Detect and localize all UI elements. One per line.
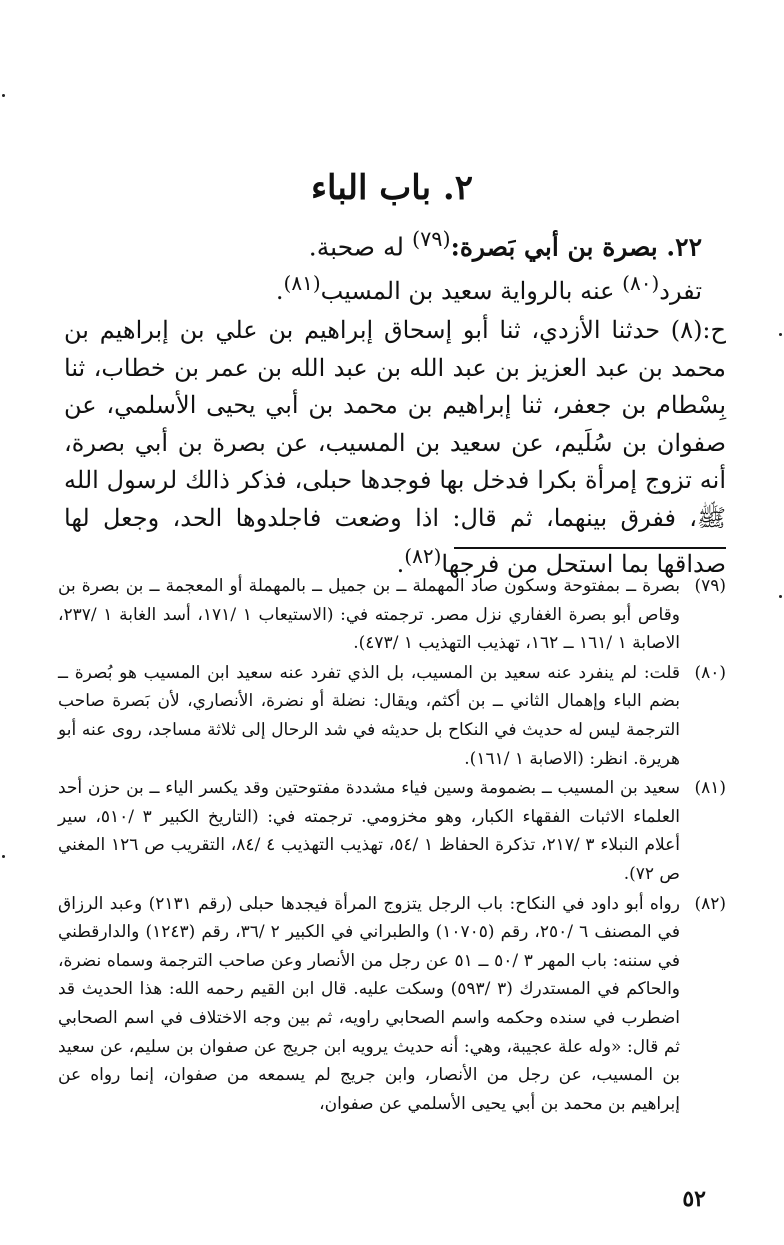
- hadith-text: ح:(٨) حدثنا الأزدي، ثنا أبو إسحاق إبراهيم بن علي بن إبراهيم بن محمد بن عبد العزيز بن عبد الله بن عبد الله بن عمر بن خطاب، ثنا بِسْطام بن جعفر، ثنا إبراهيم بن محمد بن أبي يحيى الأسلمي، عن صفوان بن سُلَيم، عن سعيد بن المسيب، عن بصرة بن أبي بصرة، أنه تزوج إمرأة بكرا فدخل بها فوجدها حبلى، فذكر ذالك لرسول الله ﷺ، ففرق بينهما، ثم قال: اذا وضعت فاجلدوها الحد، وجعل لها صداقها بما استحل من فرجها: [64, 316, 727, 578]
- footnote-text: بصرة ــ بمفتوحة وسكون صاد المهملة ــ بن جميل ــ بالمهملة أو المعجمة ــ بن بصرة بن وقاص أبو بصرة الغفاري نزل مصر. ترجمته في: (الاستيعاب ١ /١٧١، أسد الغابة ١ /٢٣٧، الاصابة ١ /١٦١ ــ ١٦٢، تهذيب التهذيب ١ /٤٧٣).: [58, 576, 680, 654]
- footnote-ref: (٧٩): [411, 227, 451, 251]
- footnotes-section: [58, 572, 726, 1119]
- footnote-number: (٧٩): [694, 576, 726, 596]
- footnote-number: (٨٢): [694, 893, 726, 914]
- entry-line-end: .: [275, 277, 284, 305]
- footnote-ref: (٨٠): [622, 271, 660, 295]
- entry-heading-tail: له صحبة.: [308, 232, 412, 262]
- hadith-end: .: [396, 549, 405, 578]
- footnote-item: [58, 890, 726, 1119]
- footnote-number: (٨١): [694, 778, 726, 799]
- page-number: ٥٢: [682, 1186, 706, 1212]
- footnote-ref: (٨١): [283, 271, 321, 295]
- footnote-text: قلت: لم ينفرد عنه سعيد بن المسيب، بل الذي تفرد عنه سعيد ابن المسيب هو بُصرة ــ بضم الباء وإهمال الثاني ــ بن أكثم، ويقال: نضلة أو نضرة، الأنصاري، لأن بَصرة صاحب الترجمة ليس له حديث في النكاح بل حديثه في شد الرحال إلى ثلاثة مساجد، روى عنه أبو هريرة. انظر: (الاصابة ١ /١٦١).: [58, 662, 680, 769]
- entry-line-start: تفرد: [659, 277, 702, 305]
- hadith-paragraph: [64, 312, 726, 583]
- footnote-text: رواه أبو داود في النكاح: باب الرجل يتزوج المرأة فيجدها حبلى (رقم ٢١٣١) وعبد الرزاق في المصنف ٦ /٢٥٠، رقم (١٠٧٠٥) والطبراني في الكبير ٢ /٣٦، رقم (١٢٤٣) والدارقطني في سننه: باب المهر ٣ /٥٠ ــ ٥١ عن رجل من الأنصار وعن صاحب الترجمة وسماه نضرة، والحاكم في المستدرك (٣ /٥٩٣) وسكت عليه. قال ابن القيم رحمه الله: هذا الحديث قد اضطرب في سنده وحكمه واسم الصحابي راويه، ثم بين وجه الاختلاف في اسم الصحابي ثم قال: «وله علة عجيبة، وهي: أنه حديث يرويه ابن جريج عن صفوان بن سليم، عن سعيد بن المسيب، عن رجل من الأنصار، وابن جريج لم يسمعه من صفوان، إنما رواه عن إبراهيم بن محمد بن أبي يحيى الأسلمي عن صفوان،: [58, 893, 680, 1114]
- entry-heading-name: ٢٢. بصرة بن أبي بَصرة:: [450, 232, 702, 262]
- chapter-title: ٢. باب الباء: [310, 168, 474, 208]
- footnote-number: (٨٠): [694, 662, 726, 683]
- entry-line-middle: عنه بالرواية سعيد بن المسيب: [320, 277, 623, 305]
- footnote-separator: [454, 547, 726, 549]
- footnote-item: [58, 572, 726, 658]
- entry-heading: [62, 222, 702, 264]
- scan-mark: [2, 855, 5, 858]
- footnote-item: [58, 659, 726, 773]
- scan-mark: [2, 94, 5, 97]
- scan-mark: [779, 595, 782, 598]
- footnote-ref: (٨٢): [404, 543, 442, 568]
- scan-mark: [779, 333, 782, 336]
- footnote-item: [58, 774, 726, 888]
- hadith-text-block: [64, 312, 726, 583]
- entry-narrator-line: [62, 266, 702, 308]
- footnote-text: سعيد بن المسيب ــ بضمومة وسين فياء مشددة مفتوحتين وقد يكسر الياء ــ بن حزن أحد العلماء الاثبات الفقهاء الكبار، وهو مخزومي. ترجمته في: (التاريخ الكبير ٣ /٥١٠، سير أعلام النبلاء ٣ /٢١٧، تذكرة الحفاظ ١ /٥٤، تهذيب التهذيب ٤ /٨٤، التقريب ص ١٢٦ المغني ص ٧٢).: [58, 778, 680, 884]
